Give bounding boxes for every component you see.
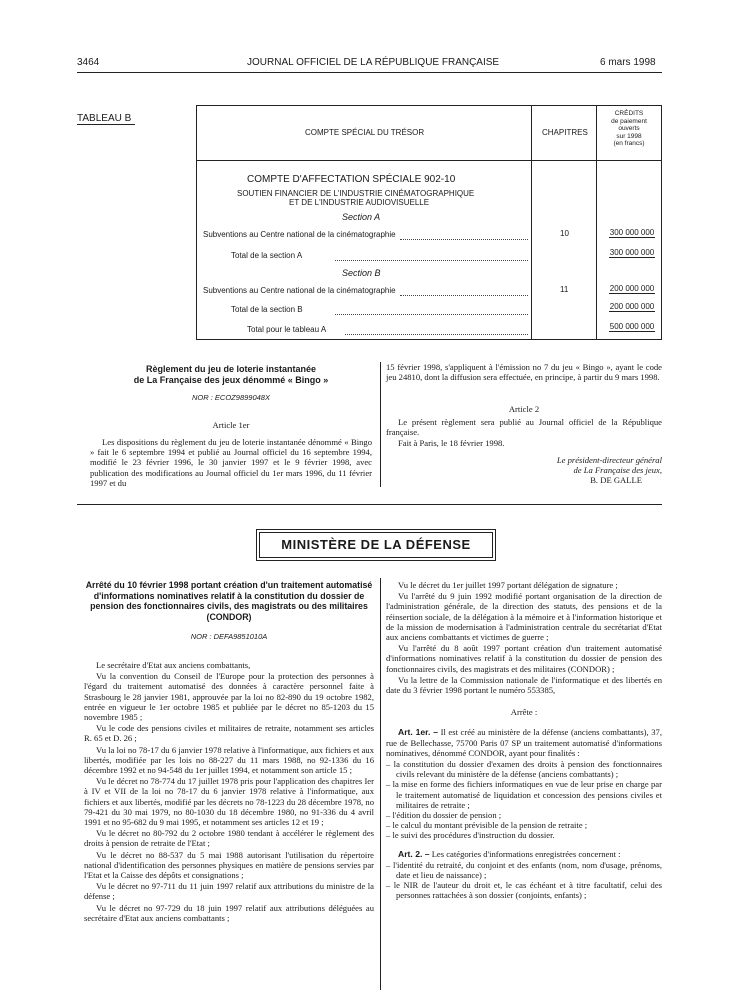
list-item: – l'édition du dossier de pension ; bbox=[386, 810, 502, 821]
page-number: 3464 bbox=[77, 57, 100, 68]
tableau-b bbox=[196, 105, 662, 340]
section-a-heading: Section A bbox=[342, 212, 381, 222]
col-chapitres-header: CHAPITRES bbox=[542, 128, 588, 137]
reglement-nor: NOR : ECOZ9899048X bbox=[192, 393, 270, 402]
compte-title: COMPTE D'AFFECTATION SPÉCIALE 902-10 bbox=[247, 174, 456, 185]
col-compte-header: COMPTE SPÉCIAL DU TRÉSOR bbox=[305, 128, 425, 137]
visa-paragraph: Vu le code des pensions civiles et militaires de retraite, notamment ses articles R. 65 et D. 26 ; bbox=[84, 723, 374, 744]
visa-paragraph: Vu la convention du Conseil de l'Europe pour la protection des personnes à l'égard du traitement automatisé des données à caractère personnel faite à Strasbourg le 28 janvier 1981, approuvée par la loi no 82-890 du 19 octobre 1982, entrée en vigueur le 1er octobre 1985 et publiée par le décret no 85-1203 du 15 novembre 1985 ; bbox=[84, 671, 374, 723]
list-item: – l'identité du retraité, du conjoint et des enfants (nom, nom d'usage, prénoms, date et lieu de naissance) ; bbox=[386, 859, 662, 881]
arrete-title: Arrêté du 10 février 1998 portant création d'un traitement automatisé d'informations nominatives relatif à la constitution du dossier de pension des fonctionnaires civils, des magistrats ou des militaires (CONDOR) bbox=[85, 580, 373, 622]
visa-paragraph: Vu la loi no 78-17 du 6 janvier 1978 relative à l'informatique, aux fichiers et aux libertés, modifiée par les lois no 88-227 du 11 mars 1988, no 92-1336 du 16 décembre 1992 et no 94-548 du 1er juillet 1994, et notamment son article 15 ; bbox=[84, 744, 374, 776]
row-b-amount: 200 000 000 bbox=[609, 284, 655, 293]
article-1-list bbox=[386, 759, 662, 841]
total-tableau-label: Total pour le tableau A bbox=[247, 325, 327, 334]
visa-paragraph: Vu l'arrêté du 8 août 1997 portant création d'un traitement automatisé d'informations nominatives relatif à la constitution du dossier de pension des fonctionnaires civils, des magistrats et des militaires (CONDOR) ; bbox=[386, 643, 662, 674]
row-b-chapitre: 11 bbox=[560, 285, 569, 294]
col-credits-header: CRÉDITS de paiement ouverts sur 1998 (en francs) bbox=[611, 110, 647, 148]
article-1: Art. 1er. – Il est créé au ministère de la défense (anciens combattants), 37, rue de Bellechasse, 75700 Paris 07 SP un traitement automatisé d'informations nominatives, dénommé CONDOR, ayant pour finalités : bbox=[386, 727, 663, 758]
reglement-para-1-cont: 15 février 1998, s'appliquent à l'émission no 7 du jeu « Bingo », ayant le code jeu 24810, dont la diffusion sera effectuée, en principe, à partir du 9 mars 1998. bbox=[386, 362, 662, 383]
arrete-nor: NOR : DEFA9851010A bbox=[190, 632, 268, 641]
tableau-label: TABLEAU B bbox=[77, 113, 135, 125]
ministry-heading: MINISTÈRE DE LA DÉFENSE bbox=[259, 532, 493, 558]
list-item: – la constitution du dossier d'examen des droits à pension des fonctionnaires civils relevant du ministère de la défense (anciens combattants) ; bbox=[386, 759, 662, 780]
visa-paragraph: Le secrétaire d'Etat aux anciens combattants, bbox=[96, 660, 251, 670]
visa-paragraph: Vu l'arrêté du 9 juin 1992 modifié portant organisation de la direction de l'administration générale, de la direction des statuts, des pensions et de la réinsertion sociale, de la délégation à la mémoire et à l'information historique et de la mission de modernisation à l'administration centrale du secrétariat d'Etat aux anciens combattants et victimes de guerre ; bbox=[386, 591, 662, 643]
row-a-label: Subventions au Centre national de la cinématographie bbox=[203, 230, 396, 239]
total-b-amount: 200 000 000 bbox=[609, 302, 655, 311]
visa-paragraph: Vu le décret no 97-711 du 11 juin 1997 relatif aux attributions du ministre de la défense ; bbox=[84, 881, 374, 902]
arrete-word: Arrête : bbox=[510, 707, 538, 718]
visa-paragraph: Vu le décret du 1er juillet 1997 portant délégation de signature ; bbox=[398, 580, 618, 590]
article-2-list bbox=[386, 860, 662, 901]
header-rule bbox=[77, 72, 662, 73]
row-b-label: Subventions au Centre national de la cinématographie bbox=[203, 286, 396, 295]
reglement-title: Règlement du jeu de loterie instantanée de La Française des jeux dénommé « Bingo » bbox=[133, 364, 329, 385]
compte-subtitle-2: ET DE L'INDUSTRIE AUDIOVISUELLE bbox=[289, 198, 430, 207]
row-a-chapitre: 10 bbox=[560, 229, 569, 238]
section-rule bbox=[77, 504, 662, 505]
list-item: – le calcul du montant prévisible de la pension de retraite ; bbox=[386, 820, 588, 831]
reglement-signature: Le président-directeur général de La Française des jeux, B. DE GALLE bbox=[556, 455, 662, 486]
row-a-amount: 300 000 000 bbox=[609, 228, 655, 237]
total-a-amount: 300 000 000 bbox=[609, 248, 655, 257]
total-a-label: Total de la section A bbox=[231, 251, 303, 260]
article-2: Art. 2. – Les catégories d'informations enregistrées concernent : bbox=[398, 848, 621, 859]
arrete-right-column bbox=[386, 580, 662, 901]
total-tableau-amount: 500 000 000 bbox=[609, 322, 655, 331]
reglement-article-1: Article 1er bbox=[212, 420, 250, 430]
list-item: – le suivi des procédures d'instruction du dossier. bbox=[386, 830, 555, 841]
reglement-article-2: Article 2 bbox=[508, 404, 540, 414]
section-b-heading: Section B bbox=[342, 268, 381, 278]
visa-paragraph: Vu le décret no 80-792 du 2 octobre 1980 tendant à accélérer le règlement des droits à pension de retraite de l'Etat ; bbox=[84, 828, 374, 849]
reglement-para-2: Le présent règlement sera publié au Journal officiel de la République française. Fait à Paris, le 18 février 1998. bbox=[386, 417, 662, 449]
list-item: – la mise en forme des fichiers informatiques en vue de leur prise en charge par le traitement automatisé de liquidation et concession des pensions civiles et militaires de retraite ; bbox=[386, 779, 662, 810]
total-b-label: Total de la section B bbox=[231, 305, 303, 314]
page-date: 6 mars 1998 bbox=[600, 57, 656, 68]
visa-paragraph: Vu le décret no 78-774 du 17 juillet 1978 pris pour l'application des chapitres Ier à IV et VII de la loi no 78-17 du 6 janvier 1978 relative à l'informatique, aux fichiers et aux libertés, modifié par les décrets no 78-1223 du 28 décembre 1978, no 79-421 du 30 mai 1979, no 80-1030 du 18 décembre 1980, no 91-336 du 4 avril 1991 et no 95-682 du 9 mai 1995, et notamment ses articles 12 et 19 ; bbox=[84, 776, 374, 828]
compte-subtitle-1: SOUTIEN FINANCIER DE L'INDUSTRIE CINÉMATOGRAPHIQUE bbox=[237, 189, 475, 198]
journal-title: JOURNAL OFFICIEL DE LA RÉPUBLIQUE FRANÇAISE bbox=[247, 57, 500, 68]
arrete-left-column bbox=[84, 660, 374, 924]
reglement-para-1: Les dispositions du règlement du jeu de loterie instantanée dénommé « Bingo » fait le 6 septembre 1994 et publié au Journal officiel du 16 septembre 1994, modifié le 23 février 1996, le 30 janvier 1997 et le 9 février 1998, avec publication des modifications au Journal officiel du 1er mars 1996, du 11 février 1997 et du bbox=[90, 437, 372, 488]
visa-paragraph: Vu le décret no 97-729 du 18 juin 1997 relatif aux attributions déléguées au secrétaire d'Etat aux anciens combattants ; bbox=[84, 902, 374, 923]
visa-paragraph: Vu le décret no 88-537 du 5 mai 1988 autorisant l'utilisation du répertoire national d'identification des personnes physiques en matière de pensions servies par l'Etat et la Caisse des dépôts et consignations ; bbox=[84, 849, 374, 881]
visa-paragraph: Vu la lettre de la Commission nationale de l'informatique et des libertés en date du 3 février 1998 portant le numéro 553385, bbox=[386, 674, 662, 696]
list-item: – le NIR de l'auteur du droit et, le cas échéant et à titre facultatif, celui des personnes rattachées à son dossier (conjoints, enfants) ; bbox=[386, 880, 662, 901]
